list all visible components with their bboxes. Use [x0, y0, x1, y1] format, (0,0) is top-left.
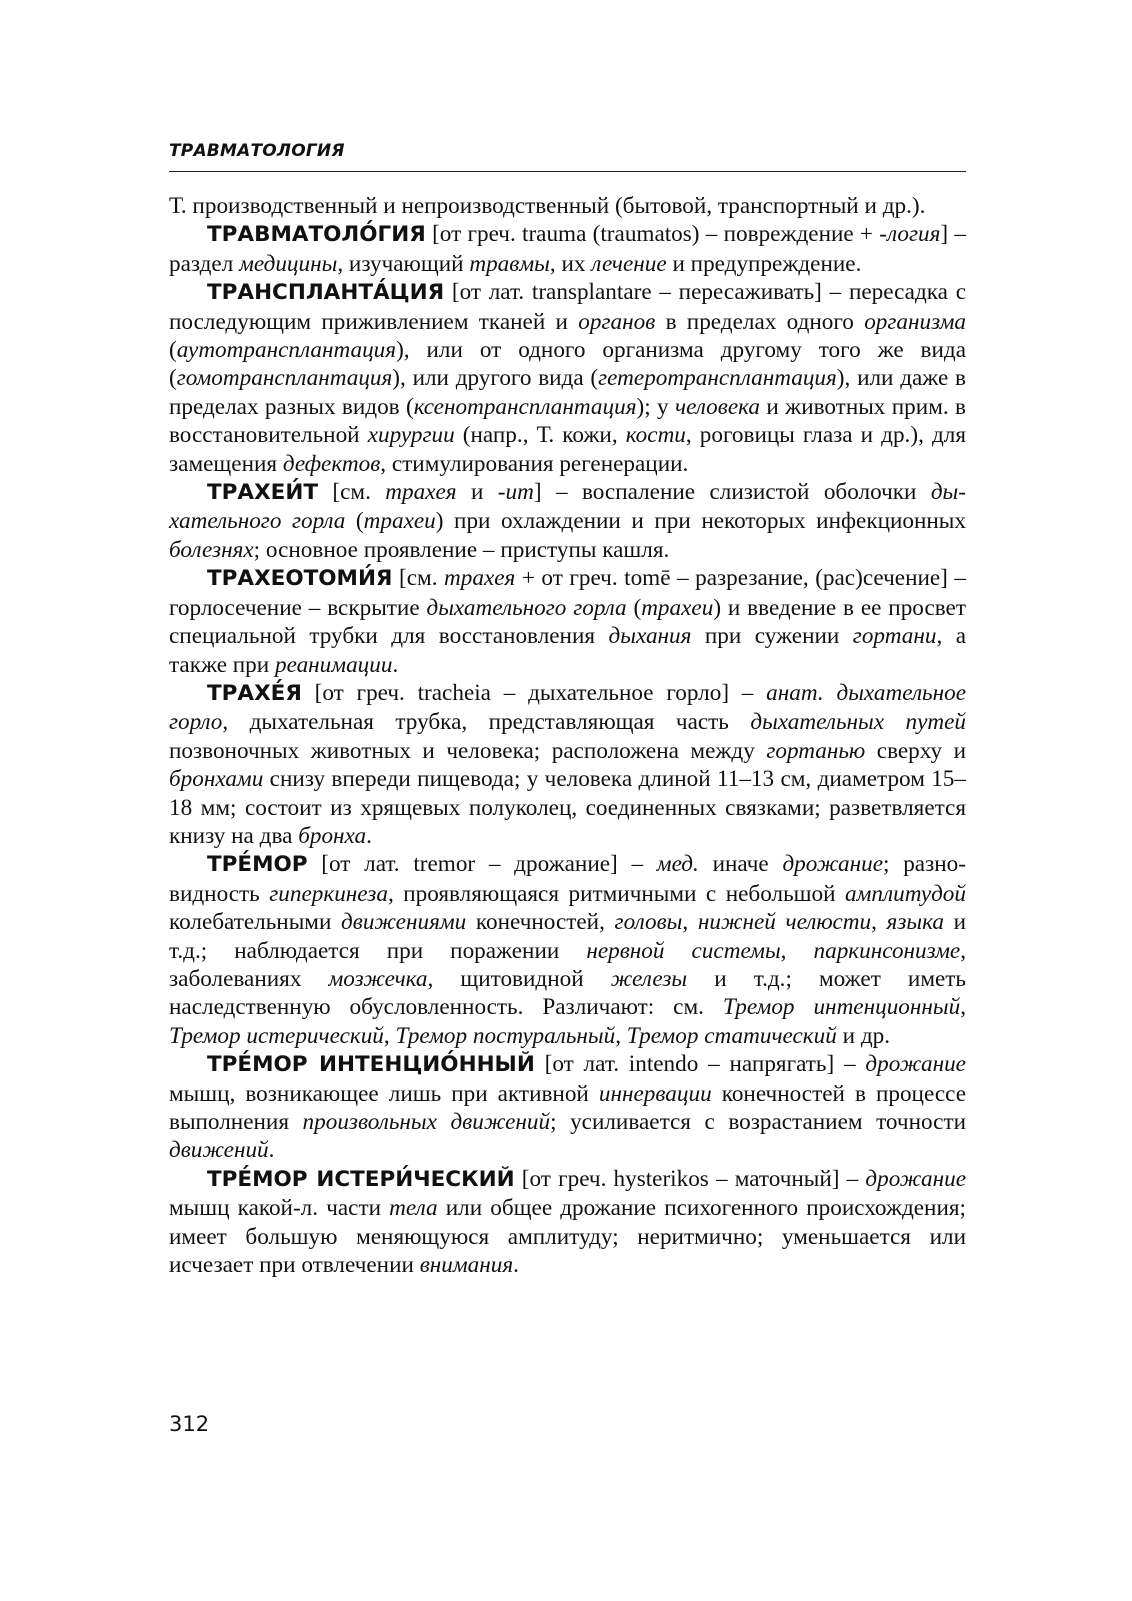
entry-italic-text: произвольных движений: [302, 1109, 551, 1135]
entry-italic-text: человека: [675, 393, 760, 420]
entry-italic-text: дыхательных путей: [750, 709, 967, 736]
entry-italic-text: дыхательного горла: [426, 594, 627, 621]
entry-text: (напр., Т. кожи,: [454, 422, 626, 449]
entry-text: , щитовидной: [427, 965, 611, 992]
entry-text: , проявляющаяся ритмичными с небольшой: [387, 880, 845, 907]
dictionary-entry: [169, 679, 966, 850]
entry-text: ,: [682, 909, 698, 936]
entry-italic-text: Тремор постуральный: [395, 1022, 616, 1049]
entry-italic-text: -логия: [879, 221, 941, 248]
entry-italic-text: тела: [389, 1195, 438, 1222]
entry-italic-text: медицины: [239, 250, 338, 277]
entry-text: ; усиливается с возрастанием точности: [550, 1109, 966, 1135]
entry-italic-text: травмы: [469, 250, 550, 277]
entry-italic-text: нижней челюсти: [697, 909, 872, 936]
entry-italic-text: органов: [578, 308, 656, 335]
entry-italic-text: головы: [614, 909, 683, 936]
entry-italic-text: реанимации: [275, 651, 393, 678]
page-number: 312: [169, 1412, 210, 1436]
entry-text: иначе: [698, 851, 783, 878]
entry-italic-text: -ит: [497, 479, 534, 506]
entry-text: и др.: [836, 1022, 891, 1049]
dictionary-entry: [169, 478, 966, 564]
entry-italic-text: паркинсонизме: [813, 937, 961, 964]
entry-italic-text: железы: [610, 965, 688, 992]
dictionary-entry: [169, 1165, 966, 1280]
entry-text: ] – раздел: [169, 221, 966, 277]
entry-italic-text: анат.: [766, 679, 824, 706]
entry-text: Т. производственный и непроизводственный (бытовой, транспортный и др.).: [169, 193, 926, 219]
entry-italic-text: хирургии: [367, 422, 455, 449]
entry-italic-text: кости: [625, 422, 686, 449]
entry-text: [от греч. tracheia – дыхательное горло] –: [301, 679, 767, 706]
entry-italic-text: языка: [886, 909, 944, 936]
entry-italic-text: дрожание: [865, 1165, 966, 1192]
entry-text: [824, 680, 837, 706]
entry-text: ; разновидность: [169, 851, 966, 907]
entry-italic-text: трахеи: [363, 508, 436, 535]
entry-text: при сужении: [691, 623, 853, 650]
entry-text: ) и введение в ее просвет специальной трубки для восстановления: [169, 594, 966, 650]
entry-text: позвоночных животных и человека; расположена между: [169, 737, 767, 764]
entry-text: [от греч. hysterikos – маточный] –: [514, 1165, 866, 1192]
entry-text: сверху и: [865, 737, 967, 764]
entry-text: , роговицы глаза и др.), для замещения: [169, 422, 966, 477]
entry-text: конечностей в процессе выполнения: [169, 1080, 966, 1135]
entry-text: и предупреждение.: [666, 250, 862, 277]
entry-italic-text: дыхательного горла: [169, 479, 966, 535]
entry-text: ,: [871, 909, 887, 936]
entry-text: в пределах одного: [655, 308, 865, 335]
entry-text: ; основное проявление – приступы кашля.: [253, 536, 670, 563]
entry-text: .: [392, 651, 399, 678]
entry-italic-text: Тремор интенционный: [722, 994, 961, 1021]
entry-italic-text: мозжечка: [328, 965, 428, 992]
entry-italic-text: нервной системы: [586, 937, 781, 964]
entry-text: ] – воспаление слизистой оболочки: [533, 479, 931, 506]
entry-italic-text: болезнях: [169, 536, 254, 563]
entry-term: ТРЕ́МОР: [207, 852, 308, 878]
entry-text: .: [513, 1252, 519, 1279]
entry-text: ) при охлаждении и при некоторых инфекционных: [435, 508, 966, 535]
entry-text: и животных прим. в восстановительной: [169, 393, 966, 449]
entry-italic-text: амплитудой: [845, 880, 966, 907]
dictionary-entry: [169, 220, 966, 278]
dictionary-entry: [169, 564, 966, 679]
header-rule: [169, 171, 966, 172]
entry-text: [от лат. transplantare – пересаживать] – пересадка с последующим приживлением тканей и: [169, 279, 966, 335]
entry-italic-text: дефектов: [282, 450, 381, 477]
entry-text: , их: [549, 250, 592, 277]
entry-text: ), или другого вида (: [392, 365, 599, 392]
entry-text: [см.: [392, 565, 445, 592]
dictionary-entry: [169, 278, 966, 478]
entry-italic-text: трахея: [385, 479, 457, 506]
entry-italic-text: трахея: [444, 565, 516, 592]
entry-text: ,: [615, 1022, 627, 1049]
entry-text: колебательными: [169, 909, 342, 936]
entry-italic-text: организма: [864, 308, 966, 335]
entry-text: ), или даже в пределах разных видов (: [169, 365, 967, 420]
entry-text: (: [169, 337, 177, 364]
entry-text: снизу впереди пищевода; у человека длиной 11–13 см, диаметром 15–18 мм; состоит из хрящевых полуколец, соединенных связками; разветвляется книзу на два: [169, 766, 966, 849]
running-head: ТРАВМАТОЛОГИЯ: [169, 141, 345, 161]
entry-italic-text: внимания: [419, 1252, 514, 1279]
entry-text: [от лат. intendo – напрягать] –: [534, 1051, 866, 1078]
entry-text: , изучающий: [337, 250, 470, 277]
entry-text: (: [345, 508, 364, 535]
entry-term: ТРЕ́МОР ИСТЕРИ́ЧЕСКИЙ: [207, 1166, 515, 1192]
entry-italic-text: бронхами: [169, 766, 264, 793]
entry-italic-text: дрожание: [782, 851, 884, 878]
entry-text: [от лат. tremor – дрожание] –: [307, 851, 657, 878]
entry-italic-text: гетеротрансплантация: [598, 365, 837, 392]
entry-text: [от греч. trauma (traumatos) – повреждение +: [425, 221, 880, 248]
entry-term: ТРАНСПЛАНТА́ЦИЯ: [207, 280, 445, 306]
entry-text: ,: [383, 1022, 396, 1049]
entry-italic-text: ксенотрансплантация: [413, 393, 637, 420]
entry-text: , дыхательная трубка, представляющая часть: [222, 709, 751, 736]
dictionary-entry: [169, 850, 966, 1050]
entry-text: и т.д.; может иметь наследственную обусловленность. Различают: см.: [169, 965, 966, 1021]
entry-text: мышц какой-л. части: [169, 1195, 390, 1222]
book-page: [169, 0, 966, 1601]
entry-italic-text: гомотрансплантация: [176, 365, 393, 392]
entry-italic-text: мед.: [656, 851, 699, 878]
entry-italic-text: гортани: [852, 623, 937, 650]
entry-term: ТРЕ́МОР ИНТЕНЦИО́ННЫЙ: [207, 1052, 535, 1078]
entry-text: .: [268, 1137, 275, 1164]
dictionary-body: [169, 192, 966, 1279]
entry-italic-text: дрожание: [865, 1051, 966, 1078]
entry-text: , а также при: [169, 623, 967, 678]
entry-text: , стимулирования регенерации.: [380, 450, 689, 477]
entry-italic-text: аутотрансплантация: [176, 337, 397, 364]
entry-italic-text: гиперкинеза: [269, 880, 388, 907]
entry-text: и: [456, 479, 498, 506]
entry-italic-text: Тремор истерический: [169, 1022, 384, 1049]
entry-text: или общее дрожание психогенного происхождения; имеет большую меняющуюся амплитуду; неритмично; уменьшается или исчезает при отвлечении: [169, 1195, 966, 1279]
entry-text: (: [626, 594, 642, 621]
entry-term: ТРАХЕ́Я: [207, 680, 302, 706]
entry-term: ТРАВМАТОЛО́ГИЯ: [207, 222, 426, 248]
entry-text: ); у: [636, 393, 676, 420]
entry-italic-text: Тремор статический: [626, 1022, 837, 1049]
entry-term: ТРАХЕОТОМИ́Я: [207, 566, 393, 592]
entry-italic-text: движений: [169, 1137, 269, 1164]
entry-text: ,: [780, 937, 814, 964]
entry-italic-text: гортанью: [766, 737, 866, 764]
dictionary-entry: [169, 192, 966, 220]
entry-italic-text: бронха: [298, 822, 367, 849]
entry-text: ), или от одного организма другому того же вида (: [169, 337, 966, 392]
entry-italic-text: дыхания: [608, 623, 692, 650]
entry-text: ,: [960, 994, 966, 1021]
entry-text: .: [366, 822, 372, 849]
entry-text: , заболеваниях: [169, 937, 966, 992]
entry-text: и т.д.; наблюдается при поражении: [169, 909, 967, 964]
entry-text: конечностей,: [466, 909, 615, 936]
entry-text: мышц, возникающее лишь при активной: [169, 1080, 599, 1107]
entry-term: ТРАХЕИ́Т: [207, 480, 318, 506]
entry-italic-text: иннервации: [598, 1080, 712, 1107]
dictionary-entry: [169, 1050, 966, 1165]
entry-italic-text: лечение: [591, 250, 667, 277]
entry-italic-text: дыхательное горло: [169, 679, 966, 736]
entry-text: + от греч. tomē – разрезание, (рас)сечение] – горлосечение – вскрытие: [169, 565, 967, 621]
entry-text: [см.: [318, 479, 386, 506]
entry-italic-text: движениями: [341, 909, 467, 936]
entry-italic-text: трахеи: [641, 594, 714, 621]
